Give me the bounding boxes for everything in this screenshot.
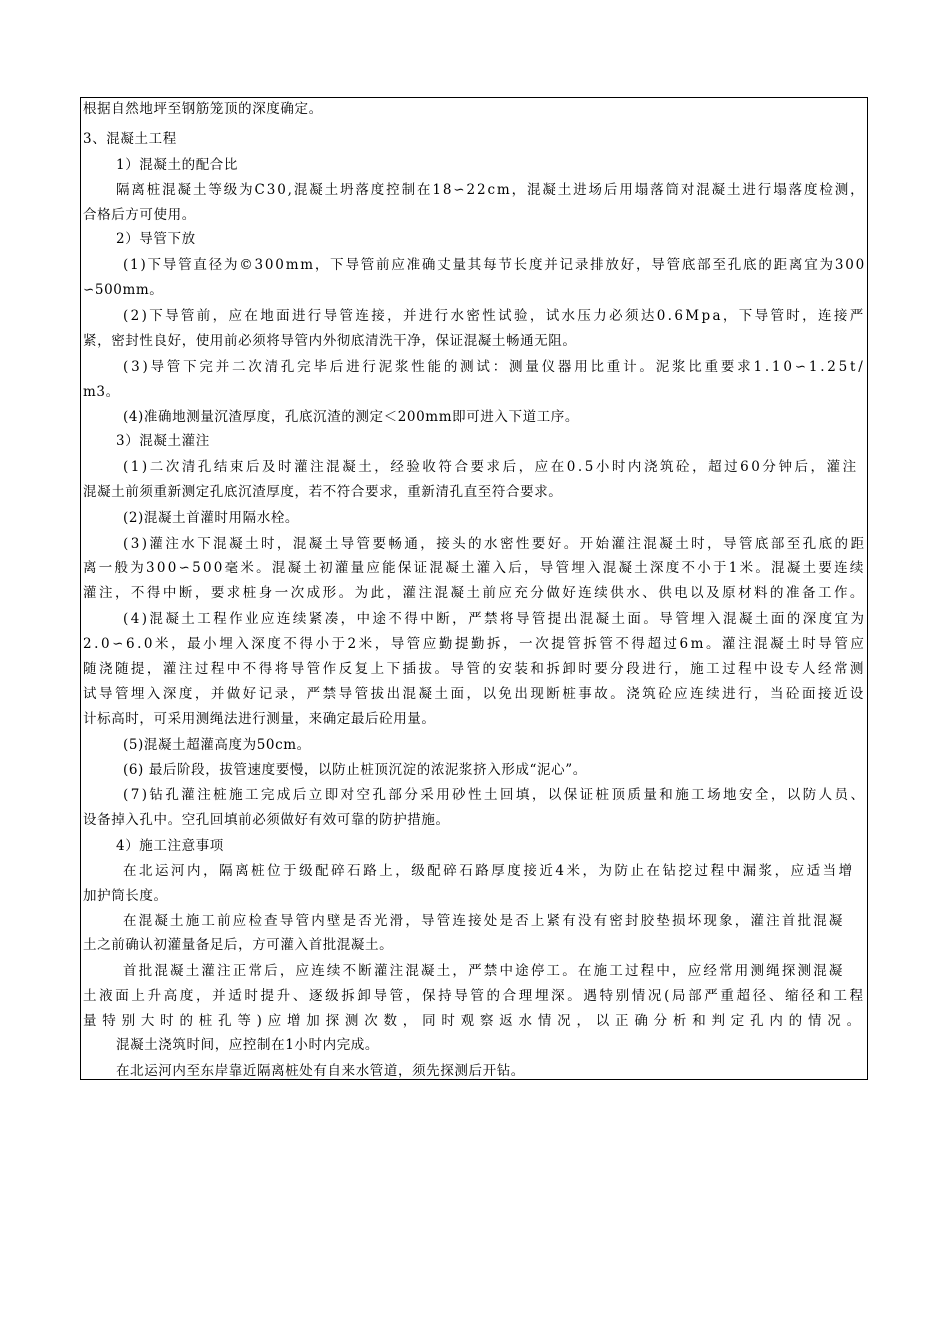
text-line: (4)混凝土工程作业应连续紧凑，中途不得中断，严禁将导管提出混凝土面。导管埋入混凝土面的深度宜为 <box>123 611 867 627</box>
text-line: 土液面上升高度，并适时提升、逐级拆卸导管，保持导管的合理埋深。遇特别情况(局部严重超径、缩径和工程 <box>83 988 866 1004</box>
text-line: 加护筒长度。 <box>83 888 168 904</box>
text-line: 设备掉入孔中。空孔回填前必须做好有效可靠的防护措施。 <box>83 812 450 828</box>
text-line: (1)下导管直径为©300mm，下导管前应准确丈量其每节长度并记录排放好，导管底部至孔底的距离宜为300 <box>123 257 866 273</box>
text-line: 在混凝土施工前应检查导管内壁是否光滑，导管连接处是否上紧有没有密封胶垫损坏现象，灌注首批混凝 <box>123 913 845 929</box>
text-line: 在北运河内，隔离桩位于级配碎石路上，级配碎石路厚度接近4米，为防止在钻挖过程中漏浆，应适当增 <box>123 863 855 879</box>
text-line: 首批混凝土灌注正常后，应连续不断灌注混凝土，严禁中途停工。在施工过程中，应经常用测绳探测混凝 <box>123 963 845 979</box>
text-line: 离一般为300∽500毫米。混凝土初灌量应能保证混凝土灌入后，导管埋入混凝土深度不小于1米。混凝土要连续 <box>83 560 866 576</box>
text-line: (1)二次清孔结束后及时灌注混凝土，经验收符合要求后，应在0.5小时内浇筑砼，超过60分钟后，灌注 <box>123 459 859 475</box>
text-line: 2）导管下放 <box>116 231 196 247</box>
text-line: 混凝土前须重新测定孔底沉渣厚度，若不符合要求，重新清孔直至符合要求。 <box>83 484 563 500</box>
text-line: (4)准确地测量沉渣厚度，孔底沉渣的测定＜200mm即可进入下道工序。 <box>123 409 579 425</box>
text-line: (5)混凝土超灌高度为50cm。 <box>123 737 311 753</box>
text-line: 合格后方可使用。 <box>83 207 196 223</box>
text-line: 3）混凝土灌注 <box>116 433 210 449</box>
text-line: 灌注，不得中断，要求桩身一次成形。为此，灌注混凝土前应充分做好连续供水、供电以及原材料的准备工作。 <box>83 585 866 601</box>
text-line: (3)灌注水下混凝土时，混凝土导管要畅通，接头的水密性要好。开始灌注混凝土时，导管底部至孔底的距 <box>123 536 867 552</box>
text-line: 4）施工注意事项 <box>116 838 224 854</box>
text-line: (2)混凝土首灌时用隔水栓。 <box>123 510 300 526</box>
text-line: 紧，密封性良好，使用前必须将导管内外彻底清洗干净，保证混凝土畅通无阻。 <box>83 333 577 349</box>
text-line: 试导管埋入深度，并做好记录，严禁导管拔出混凝土面，以免出现断桩事故。浇筑砼应连续进行，当砼面接近设 <box>83 686 866 702</box>
text-line: 计标高时，可采用测绳法进行测量，来确定最后砼用量。 <box>83 711 436 727</box>
text-line: 量特别大时的桩孔等)应增加探测次数，同时观察返水情况，以正确分析和判定孔内的情况。 <box>83 1013 866 1029</box>
text-line: 根据自然地坪至钢筋笼顶的深度确定。 <box>83 101 323 117</box>
text-line: 3、混凝土工程 <box>83 131 177 147</box>
text-line: 隔离桩混凝土等级为C30,混凝土坍落度控制在18∽22cm，混凝土进场后用塌落筒对混凝土进行塌落度检测， <box>116 182 866 198</box>
text-line: 2.0∽6.0米，最小埋入深度不得小于2米，导管应勤提勤拆，一次提管拆管不得超过6m。灌注混凝土时导管应 <box>83 636 867 652</box>
text-line: 随浇随提，灌注过程中不得将导管作反复上下插拔。导管的安装和拆卸时要分段进行，施工过程中设专人经常测 <box>83 661 866 677</box>
text-line: 在北运河内至东岸靠近隔离桩处有自来水管道，须先探测后开钻。 <box>116 1063 525 1079</box>
document-table-cell <box>80 97 868 1080</box>
text-line: 混凝土浇筑时间，应控制在1小时内完成。 <box>116 1037 379 1053</box>
text-line: 土之前确认初灌量备足后，方可灌入首批混凝土。 <box>83 937 394 953</box>
text-line: (6) 最后阶段，拔管速度要慢，以防止桩顶沉淀的浓泥浆挤入形成“泥心”。 <box>123 762 587 778</box>
text-line: 1）混凝土的配合比 <box>116 157 238 173</box>
text-line: (2)下导管前，应在地面进行导管连接，并进行水密性试验，试水压力必须达0.6Mpa，下导管时，连接严 <box>123 308 866 324</box>
text-line: (7)钻孔灌注桩施工完成后立即对空孔部分采用砂性土回填，以保证桩顶质量和施工场地安全，以防人员、 <box>123 787 867 803</box>
text-line: (3)导管下完并二次清孔完毕后进行泥浆性能的测试：测量仪器用比重计。泥浆比重要求1.10∽1.25t/ <box>123 359 866 375</box>
text-line: m3。 <box>83 384 120 400</box>
text-line: ∽500mm。 <box>83 282 164 298</box>
